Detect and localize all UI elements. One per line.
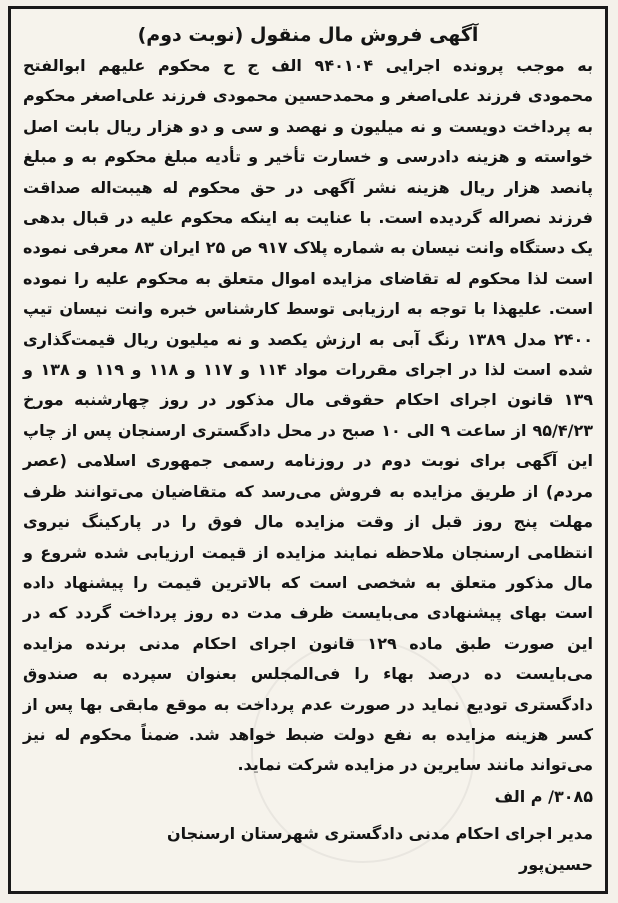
notice-reference: ۳۰۸۵/ م الف	[494, 786, 593, 806]
notice-title: آگهی فروش مال منقول (نوبت دوم)	[137, 24, 479, 46]
signer-title: مدیر اجرای احکام مدنی دادگستری شهرستان ارسنجان	[166, 823, 593, 843]
auction-notice	[8, 6, 608, 894]
signer-name: حسین‌پور	[519, 854, 593, 874]
notice-body: به موجب پرونده اجرایی ۹۴۰۱۰۴ الف ج ح محکوم علیهم ابوالفتح محمودی فرزند علی‌اصغر و محمدحسین محمودی فرزند علی‌اصغر محکوم به پرداخت دویست و نه میلیون و نهصد و سی و دو هزار ریال بابت اصل خواسته و هزینه دادرسی و خسارت تأخیر و تأدیه مبلغ محکوم به و مبلغ پانصد هزار ریال هزینه نشر آگهی در حق محکوم له هیبت‌اله صداقت فرزند نصراله گردیده است. با عنایت به اینکه محکوم علیه در قبال بدهی یک دستگاه وانت نیسان به شماره پلاک ۹۱۷ ص ۲۵ ایران ۸۳ معرفی نموده است لذا محکوم له تقاضای مزایده اموال متعلق به محکوم علیه را نموده است. علیهذا با توجه به ارزیابی توسط کارشناس خبره وانت نیسان تیپ ۲۴۰۰ مدل ۱۳۸۹ رنگ آبی به ارزش یکصد و نه میلیون ریال قیمت‌گذاری شده است لذا در اجرای مقررات مواد ۱۱۴ و ۱۱۷ و ۱۱۸ و ۱۱۹ و ۱۳۸ و ۱۳۹ قانون اجرای احکام حقوقی مال مذکور در روز چهارشنبه مورخ ۹۵/۴/۲۳ از ساعت ۹ الی ۱۰ صبح در محل دادگستری ارسنجان پس از چاپ این آگهی برای نوبت دوم در روزنامه رسمی جمهوری اسلامی (عصر مردم) از طریق مزایده به فروش می‌رسد که متقاضیان می‌توانند ظرف مهلت پنج روز قبل از وقت مزایده مال فوق را در پارکینگ نیروی انتظامی ارسنجان ملاحظه نمایند مزایده از قیمت ارزیابی شده شروع و مال مذکور متعلق به شخصی است که بالاترین قیمت را پیشنهاد داده است بهای پیشنهادی می‌بایست ظرف مدت ده روز پرداخت گردد که در این صورت طبق ماده ۱۲۹ قانون اجرای احکام مدنی برنده مزایده می‌بایست ده درصد بهاء را فی‌المجلس بعنوان سپرده به صندوق دادگستری تودیع نماید در صورت عدم پرداخت به موقع مابقی بها پس از کسر هزینه مزایده به نفع دولت ضبط خواهد شد. ضمناً محکوم له نیز می‌تواند مانند سایرین در مزایده شرکت نماید.	[23, 56, 594, 775]
